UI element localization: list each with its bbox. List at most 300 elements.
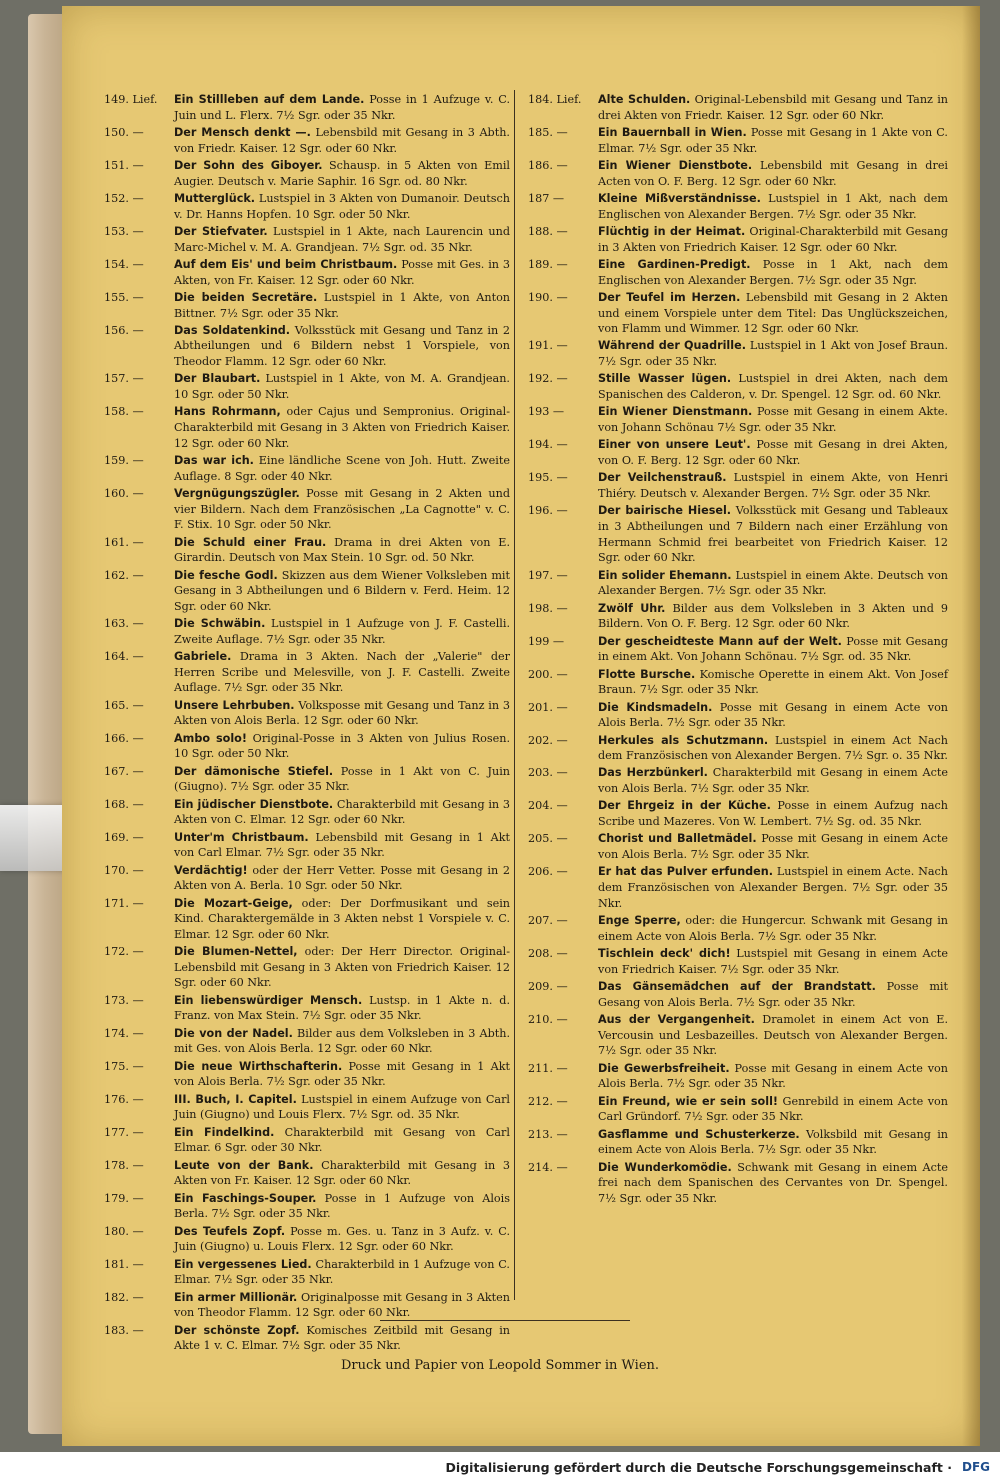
entry-number: 168. — <box>104 797 144 811</box>
catalogue-entry <box>528 1061 948 1092</box>
entry-body <box>598 92 948 123</box>
entry-body <box>598 470 948 501</box>
entry-description: oder: die Hungercur. Schwank mit Gesang in einem Acte von Alois Berla. 7½ Sgr. oder 35 Nkr. <box>598 914 948 943</box>
entry-description: Volksstück mit Gesang und Tanz in 2 Abtheilungen und 6 Bildern nebst 1 Vorspiele, von Theodor Flamm. 12 Sgr. oder 60 Nkr. <box>174 323 510 369</box>
entry-title: Ein Stillleben auf dem Lande. <box>174 93 365 106</box>
entry-description: oder: Der Herr Director. Original-Lebensbild mit Gesang in 3 Akten von Friedrich Kaiser. 12 Sgr. oder 60 Nkr. <box>174 945 510 990</box>
entry-title: Die Gewerbsfreiheit. <box>598 1061 730 1075</box>
page-shadow <box>962 6 980 1446</box>
entry-title: Der Sohn des Giboyer. <box>174 158 323 172</box>
entry-title: Der Veilchenstrauß. <box>598 471 727 485</box>
entry-title: Vergnügungszügler. <box>174 487 300 501</box>
catalogue-entry <box>528 290 948 337</box>
entry-description: Lebensbild mit Gesang in 3 Abth. von Friedr. Kaiser. 12 Sgr. oder 60 Nkr. <box>174 125 510 155</box>
catalogue-entry <box>104 404 510 451</box>
catalogue-entry <box>104 764 510 795</box>
entry-title: Enge Sperre, <box>598 914 681 928</box>
entry-number: 149. Lief. <box>104 93 158 106</box>
entry-description: Bilder aus dem Volksleben in 3 Akten und 9 Bildern. Von O. F. Berg. 12 Sgr. oder 60 Nkr. <box>598 601 948 631</box>
entry-description: Schwank mit Gesang in einem Acte frei nach dem Spanischen des Cervantes von Dr. Spengel. 7½ Sgr. oder 35 Nkr. <box>598 1160 948 1205</box>
entry-number: 195. — <box>528 471 568 485</box>
entry-number: 161. — <box>104 535 144 549</box>
catalogue-entry <box>104 1257 510 1288</box>
entry-number: 159. — <box>104 454 144 468</box>
entry-number: 178. — <box>104 1158 144 1172</box>
entry-title: Der Mensch denkt —. <box>174 125 311 139</box>
entry-body <box>174 863 510 894</box>
entry-title: Tischlein deck' dich! <box>598 947 731 960</box>
catalogue-entry <box>528 437 948 468</box>
entry-title: Der Ehrgeiz in der Küche. <box>598 799 771 813</box>
entry-number: 213. — <box>528 1127 568 1141</box>
entry-body <box>174 404 510 451</box>
entry-number: 204. — <box>528 799 568 813</box>
entry-number: 207. — <box>528 914 568 928</box>
entry-number: 206. — <box>528 865 568 879</box>
entry-number: 210. — <box>528 1012 568 1026</box>
entry-body <box>598 946 948 977</box>
entry-number: 196. — <box>528 504 568 518</box>
entry-number: 194. — <box>528 438 568 452</box>
entry-number: 190. — <box>528 290 568 304</box>
catalogue-entry <box>104 323 510 370</box>
entry-title: Die Mozart-Geige, <box>174 896 293 910</box>
catalogue-entry <box>104 616 510 647</box>
entry-number: 183. — <box>104 1323 144 1337</box>
entry-description: Posse mit Gesang in einem Acte von Alois Berla. 7½ Sgr. oder 35 Nkr. <box>598 832 949 862</box>
entry-title: Der Teufel im Herzen. <box>598 290 741 304</box>
entry-body <box>174 616 510 647</box>
entry-body <box>598 667 948 698</box>
entry-title: Die beiden Secretäre. <box>174 290 318 304</box>
entry-description: Schausp. in 5 Akten von Emil Augier. Deutsch v. Marie Saphir. 16 Sgr. od. 80 Nkr. <box>174 158 510 188</box>
entry-description: Volksposse mit Gesang und Tanz in 3 Akten von Alois Berla. 12 Sgr. oder 60 Nkr. <box>174 698 511 728</box>
entry-body <box>598 765 948 796</box>
entry-description: Charakterbild mit Gesang in einem Acte von Alois Berla. 7½ Sgr. oder 35 Nkr. <box>598 766 949 796</box>
entry-number: 171. — <box>104 896 144 910</box>
entry-description: Volksbild mit Gesang in einem Acte von Alois Berla. 7½ Sgr. oder 35 Nkr. <box>598 1127 948 1157</box>
entry-description: Charakterbild mit Gesang von Carl Elmar. 6 Sgr. oder 30 Nkr. <box>174 1125 510 1155</box>
entry-title: Die Schuld einer Frau. <box>174 535 327 549</box>
entry-description: Originalposse mit Gesang in 3 Akten von Theodor Flamm. 12 Sgr. oder 60 Nkr. <box>174 1290 511 1320</box>
entry-title: Die Wunderkomödie. <box>598 1160 732 1174</box>
entry-description: Posse mit Gesang in 1 Akte von C. Elmar. 7½ Sgr. oder 35 Nkr. <box>598 125 948 155</box>
imprint-rule <box>380 1320 630 1321</box>
entry-title: Des Teufels Zopf. <box>174 1224 286 1238</box>
catalogue-entry <box>104 290 510 321</box>
catalogue-entry <box>104 1290 510 1321</box>
entry-number: 184. Lief. <box>528 93 582 106</box>
catalogue-entry <box>104 698 510 729</box>
column-divider <box>514 90 515 1300</box>
catalogue-entry <box>104 257 510 288</box>
entry-body <box>598 601 948 632</box>
entry-description: Lustspiel in einem Aufzuge von Carl Juin (Giugno) und Louis Flerx. 7½ Sgr. od. 35 Nkr. <box>174 1092 511 1122</box>
entry-body <box>598 1061 948 1092</box>
entry-body <box>174 224 510 255</box>
entry-body <box>598 371 948 402</box>
entry-description: Lebensbild mit Gesang in 1 Akt von Carl Elmar. 7½ Sgr. oder 35 Nkr. <box>174 830 510 860</box>
entry-number: 185. — <box>528 125 568 139</box>
catalogue-entry <box>528 979 948 1010</box>
entry-title: Der dämonische Stiefel. <box>174 764 334 778</box>
entry-description: Lustspiel in einem Akte, von Henri Thiéry. Deutsch v. Alexander Bergen. 7½ Sgr. oder 35 Nkr. <box>598 471 948 501</box>
catalogue-entry <box>528 568 948 599</box>
entry-body <box>174 535 510 566</box>
entry-body <box>598 1094 948 1125</box>
entry-number: 209. — <box>528 979 568 993</box>
entry-body <box>598 979 948 1010</box>
catalogue-entry <box>104 1323 510 1354</box>
entry-title: Stille Wasser lügen. <box>598 372 732 386</box>
entry-title: Die von der Nadel. <box>174 1026 293 1040</box>
catalogue-entry <box>104 1158 510 1189</box>
catalogue-entry <box>528 257 948 288</box>
entry-description: Charakterbild in 1 Aufzuge von C. Elmar. 7½ Sgr. oder 35 Nkr. <box>174 1257 510 1287</box>
catalogue-entry <box>104 1224 510 1255</box>
entry-title: Hans Rohrmann, <box>174 405 281 419</box>
entry-description: Posse mit Gesang in 2 Akten und vier Bildern. Nach dem Französischen „La Cagnotte" v. C. F. Stix. 10 Sgr. oder 50 Nkr. <box>174 487 511 532</box>
entry-title: Aus der Vergangenheit. <box>598 1012 755 1026</box>
entry-number: 205. — <box>528 832 568 846</box>
entry-number: 214. — <box>528 1160 568 1174</box>
entry-title: Ein Wiener Dienstbote. <box>598 158 753 172</box>
entry-body <box>598 634 948 665</box>
catalogue-entry <box>104 1125 510 1156</box>
entry-description: Posse m. Ges. u. Tanz in 3 Aufz. v. C. Juin (Giugno) u. Louis Flerx. 12 Sgr. oder 60 Nkr. <box>174 1224 510 1254</box>
entry-title: Ein Findelkind. <box>174 1125 275 1139</box>
entry-number: 173. — <box>104 993 144 1007</box>
catalogue-entry <box>104 568 510 615</box>
entry-number: 212. — <box>528 1094 568 1108</box>
entry-title: Der Blaubart. <box>174 372 261 386</box>
entry-title: Ein Faschings-Souper. <box>174 1191 317 1205</box>
entry-title: Ein armer Millionär. <box>174 1290 298 1304</box>
catalogue-entry <box>104 371 510 402</box>
entry-number: 177. — <box>104 1125 144 1139</box>
entry-number: 211. — <box>528 1061 568 1075</box>
entry-title: Er hat das Pulver erfunden. <box>598 865 773 879</box>
entry-body <box>598 1160 948 1207</box>
catalogue-entry <box>104 535 510 566</box>
catalogue-entry <box>104 649 510 696</box>
catalogue-entry <box>104 191 510 222</box>
catalogue-entry <box>528 191 948 222</box>
entry-number: 167. — <box>104 764 144 778</box>
entry-description: Posse mit Ges. in 3 Akten, von Fr. Kaiser. 12 Sgr. oder 60 Nkr. <box>174 257 510 287</box>
entry-title: Mutterglück. <box>174 191 256 205</box>
entry-number: 176. — <box>104 1092 144 1106</box>
entry-title: Ein Bauernball in Wien. <box>598 125 747 139</box>
catalogue-entry <box>528 1127 948 1158</box>
entry-number: 153. — <box>104 224 144 238</box>
entry-number: 175. — <box>104 1059 144 1073</box>
entry-number: 180. — <box>104 1224 144 1238</box>
entry-body <box>598 913 948 944</box>
entry-description: Charakterbild mit Gesang in 3 Akten von Fr. Kaiser. 12 Sgr. oder 60 Nkr. <box>174 1158 510 1188</box>
entry-description: Genrebild in einem Acte von Carl Gründorf. 7½ Sgr. oder 35 Nkr. <box>598 1094 948 1124</box>
entry-body <box>598 831 948 862</box>
entry-number: 189. — <box>528 257 568 271</box>
entry-body <box>174 125 510 156</box>
entry-title: Der gescheidteste Mann auf der Welt. <box>598 634 842 648</box>
entry-body <box>174 649 510 696</box>
entry-number: 202. — <box>528 733 568 747</box>
entry-title: Ein solider Ehemann. <box>598 568 732 582</box>
digitization-footer <box>0 1452 1000 1483</box>
entry-description: Lustspiel in einem Acte. Nach dem Französischen von Alexander Bergen. 7½ Sgr. oder 35 Nkr. <box>598 865 949 910</box>
entry-description: Lustspiel in 1 Akt, nach dem Englischen von Alexander Bergen. 7½ Sgr. oder 35 Nkr. <box>598 191 948 221</box>
entry-number: 151. — <box>104 158 144 172</box>
entry-number: 188. — <box>528 224 568 238</box>
entry-description: oder der Herr Vetter. Posse mit Gesang in 2 Akten von A. Berla. 10 Sgr. oder 50 Nkr. <box>174 863 510 893</box>
entry-number: 155. — <box>104 290 144 304</box>
entry-description: Lustspiel in 1 Akte, von M. A. Grandjean. 10 Sgr. oder 50 Nkr. <box>174 372 510 402</box>
catalogue-entry <box>104 944 510 991</box>
entry-body <box>174 1026 510 1057</box>
catalogue-entry <box>104 863 510 894</box>
entry-number: 197. — <box>528 568 568 582</box>
entry-title: Der schönste Zopf. <box>174 1323 300 1337</box>
entry-description: Drama in drei Akten von E. Girardin. Deutsch von Max Stein. 10 Sgr. od. 50 Nkr. <box>174 535 511 565</box>
catalogue-entry <box>104 896 510 943</box>
entry-description: Lustspiel in einem Act Nach dem Französischen von Alexander Bergen. 7½ Sgr. o. 35 Nkr. <box>598 733 948 763</box>
entry-body <box>174 1290 510 1321</box>
entry-title: Unsere Lehrbuben. <box>174 698 295 712</box>
catalogue-entry <box>104 453 510 484</box>
entry-number: 203. — <box>528 766 568 780</box>
entry-body <box>174 486 510 533</box>
entry-description: Lustspiel in einem Akte. Deutsch von Alexander Bergen. 7½ Sgr. oder 35 Nkr. <box>598 568 949 598</box>
entry-body <box>174 1323 510 1354</box>
entry-body <box>174 371 510 402</box>
catalogue-entry <box>104 158 510 189</box>
entry-description: Charakterbild mit Gesang in 3 Akten von C. Elmar. 12 Sgr. oder 60 Nkr. <box>174 797 510 827</box>
entry-title: Ein vergessenes Lied. <box>174 1257 312 1271</box>
catalogue-entry <box>528 470 948 501</box>
entry-number: 201. — <box>528 700 568 714</box>
entry-number: 181. — <box>104 1257 144 1271</box>
catalogue-entry <box>104 92 510 123</box>
entry-description: Posse mit Gesang in 1 Akt von Alois Berla. 7½ Sgr. oder 35 Nkr. <box>174 1059 510 1089</box>
entry-body <box>598 1127 948 1158</box>
entry-description: Posse mit Gesang in einem Acte von Alois Berla. 7½ Sgr. oder 35 Nkr. <box>598 1061 948 1091</box>
entry-description: Komisches Zeitbild mit Gesang in Akte 1 v. C. Elmar. 7½ Sgr. oder 35 Nkr. <box>174 1323 511 1353</box>
catalogue-entry <box>104 486 510 533</box>
entry-title: Ein Wiener Dienstmann. <box>598 405 753 419</box>
entry-title: Flüchtig in der Heimat. <box>598 224 746 238</box>
entry-title: Die Schwäbin. <box>174 617 266 631</box>
entry-body <box>598 437 948 468</box>
catalogue-entry <box>528 338 948 369</box>
catalogue-entry <box>104 797 510 828</box>
entry-description: Posse in 1 Akt, nach dem Englischen von Alexander Bergen. 7½ Sgr. oder 35 Ngr. <box>598 257 948 287</box>
entry-number: 199 — <box>528 634 565 648</box>
entry-description: Drama in 3 Akten. Nach der „Valerie" der Herren Scribe und Melesville, von J. F. Castelli. Zweite Auflage. 7½ Sgr. oder 35 Nkr. <box>174 650 510 695</box>
catalogue-entry <box>104 1026 510 1057</box>
entry-description: Posse in 1 Akt von C. Juin (Giugno). 7½ Sgr. oder 35 Nkr. <box>174 764 511 794</box>
entry-number: 192. — <box>528 372 568 386</box>
entry-body <box>598 257 948 288</box>
entry-title: Die neue Wirthschafterin. <box>174 1059 343 1073</box>
catalogue-entry <box>528 1012 948 1059</box>
entry-number: 198. — <box>528 601 568 615</box>
entry-number: 162. — <box>104 568 144 582</box>
entry-description: Posse in einem Aufzug nach Scribe und Mazeres. Von W. Lembert. 7½ Sg. od. 35 Nkr. <box>598 799 948 829</box>
entry-body <box>598 568 948 599</box>
entry-number: 191. — <box>528 339 568 353</box>
entry-title: Auf dem Eis' und beim Christbaum. <box>174 257 398 271</box>
entry-title: Leute von der Bank. <box>174 1158 314 1172</box>
entry-description: Lustspiel in 1 Akte, nach Laurencin und Marc-Michel v. M. A. Grandjean. 7½ Sgr. od. 35 Nkr. <box>174 224 511 254</box>
entry-body <box>598 191 948 222</box>
entry-description: Lustspiel in drei Akten, nach dem Spanischen des Calderon, v. Dr. Spengel. 12 Sgr. od. 60 Nkr. <box>598 372 949 402</box>
entry-body <box>174 993 510 1024</box>
entry-body <box>598 338 948 369</box>
entry-title: Ein jüdischer Dienstbote. <box>174 797 334 811</box>
entry-body <box>174 1092 510 1123</box>
entry-description: Volksstück mit Gesang und Tableaux in 3 Abtheilungen und 7 Bildern nach einer Erzählung von Hermann Schmid frei bearbeitet von Friedrich Kaiser. 12 Sgr. oder 60 Nkr. <box>598 504 948 565</box>
entry-body <box>174 1224 510 1255</box>
entry-body <box>598 290 948 337</box>
entry-description: Lustspiel mit Gesang in einem Acte von Friedrich Kaiser. 7½ Sgr. oder 35 Nkr. <box>598 947 948 976</box>
entry-title: Die Blumen-Nettel, <box>174 945 298 959</box>
entry-description: Original-Lebensbild mit Gesang und Tanz in drei Akten von Friedr. Kaiser. 12 Sgr. oder 60 Nkr. <box>598 93 948 122</box>
left-column <box>104 92 510 1356</box>
entry-body <box>174 323 510 370</box>
entry-number: 164. — <box>104 650 144 664</box>
entry-number: 186. — <box>528 158 568 172</box>
catalogue-entry <box>528 733 948 764</box>
entry-title: Einer von unsere Leut'. <box>598 438 751 452</box>
dfg-logo: DFG <box>958 1458 994 1476</box>
entry-title: Alte Schulden. <box>598 93 691 106</box>
entry-body <box>174 731 510 762</box>
entry-number: 187 — <box>528 191 565 205</box>
entry-body <box>598 158 948 189</box>
catalogue-entry <box>528 765 948 796</box>
entry-number: 158. — <box>104 405 144 419</box>
entry-description: Komische Operette in einem Akt. Von Josef Braun. 7½ Sgr. oder 35 Nkr. <box>598 667 948 697</box>
catalogue-entry <box>528 634 948 665</box>
entry-description: oder Cajus und Sempronius. Original-Charakterbild mit Gesang in 3 Akten von Friedrich Kaiser. 12 Sgr. oder 60 Nkr. <box>174 405 510 450</box>
entry-body <box>174 453 510 484</box>
entry-body <box>174 944 510 991</box>
entry-description: Posse mit Gesang in drei Akten, von O. F. Berg. 12 Sgr. oder 60 Nkr. <box>598 438 948 468</box>
entry-description: Posse mit Gesang von Alois Berla. 7½ Sgr. oder 35 Nkr. <box>598 979 948 1009</box>
entry-body <box>174 1257 510 1288</box>
entry-body <box>598 125 948 156</box>
entry-body <box>174 698 510 729</box>
catalogue-entry <box>528 667 948 698</box>
entry-body <box>174 1125 510 1156</box>
footer-credit: Digitalisierung gefördert durch die Deutsche Forschungsgemeinschaft · <box>445 1460 952 1475</box>
entry-body <box>598 733 948 764</box>
printer-imprint: Druck und Papier von Leopold Sommer in Wien. <box>340 1358 660 1373</box>
catalogue-entry <box>104 731 510 762</box>
entry-description: Dramolet in einem Act von E. Vercousin und Lesbazeilles. Deutsch von Alexander Bergen. 7½ Sgr. oder 35 Nkr. <box>598 1012 948 1058</box>
catalogue-entry <box>528 798 948 829</box>
entry-body <box>174 92 510 123</box>
entry-number: 163. — <box>104 617 144 631</box>
catalogue-entry <box>528 1160 948 1207</box>
entry-number: 166. — <box>104 731 144 745</box>
catalogue-entry <box>104 224 510 255</box>
entry-title: Ein liebenswürdiger Mensch. <box>174 993 363 1007</box>
entry-title: Gabriele. <box>174 650 232 664</box>
catalogue-entry <box>528 864 948 911</box>
entry-title: Verdächtig! <box>174 863 248 877</box>
entry-description: Original-Posse in 3 Akten von Julius Rosen. 10 Sgr. oder 50 Nkr. <box>174 731 511 761</box>
entry-title: Chorist und Balletmädel. <box>598 832 757 846</box>
entry-number: 179. — <box>104 1191 144 1205</box>
entry-number: 160. — <box>104 487 144 501</box>
entry-description: Lebensbild mit Gesang in 2 Akten und einem Vorspiele unter dem Titel: Das Unglückszeichen, von Flamm und Wimmer. 12 Sgr. oder 60 Nkr. <box>598 290 949 336</box>
entry-number: 172. — <box>104 945 144 959</box>
entry-body <box>598 864 948 911</box>
entry-body <box>174 568 510 615</box>
entry-title: Das Herzbünkerl. <box>598 766 708 780</box>
entry-body <box>598 503 948 565</box>
entry-description: Lebensbild mit Gesang in drei Acten von O. F. Berg. 12 Sgr. oder 60 Nkr. <box>598 158 949 188</box>
entry-title: Kleine Mißverständnisse. <box>598 191 761 205</box>
catalogue-entry <box>528 224 948 255</box>
entry-body <box>174 1059 510 1090</box>
entry-number: 169. — <box>104 830 144 844</box>
entry-body <box>174 896 510 943</box>
entry-description: Lustspiel in 1 Akte, von Anton Bittner. 7½ Sgr. oder 35 Nkr. <box>174 290 511 320</box>
entry-title: Unter'm Christbaum. <box>174 830 309 844</box>
right-column <box>528 92 948 1208</box>
entry-description: Skizzen aus dem Wiener Volksleben mit Gesang in 3 Abtheilungen und 6 Bildern v. Ferd. Heim. 12 Sgr. oder 60 Nkr. <box>174 568 511 613</box>
entry-body <box>174 797 510 828</box>
catalogue-entry <box>528 125 948 156</box>
catalogue-page <box>62 6 980 1446</box>
entry-number: 150. — <box>104 125 144 139</box>
entry-title: Das Soldatenkind. <box>174 323 291 337</box>
entry-body <box>598 404 948 435</box>
catalogue-entry <box>104 125 510 156</box>
entry-body <box>174 1158 510 1189</box>
entry-description: Posse mit Gesang in einem Acte von Alois Berla. 7½ Sgr. oder 35 Nkr. <box>598 700 949 730</box>
entry-number: 208. — <box>528 947 568 960</box>
catalogue-entry <box>528 371 948 402</box>
entry-body <box>598 700 948 731</box>
entry-number: 156. — <box>104 323 144 337</box>
catalogue-entry <box>528 158 948 189</box>
entry-description: Bilder aus dem Volksleben in 3 Abth. mit Ges. von Alois Berla. 12 Sgr. oder 60 Nkr. <box>174 1026 511 1056</box>
catalogue-entry <box>528 913 948 944</box>
entry-body <box>174 257 510 288</box>
entry-description: Posse mit Gesang in einem Akt. Von Johann Schönau. 7½ Sgr. od. 35 Nkr. <box>598 634 948 664</box>
catalogue-entry <box>528 1094 948 1125</box>
entry-title: Der Stiefvater. <box>174 224 268 238</box>
entry-title: Die Kindsmadeln. <box>598 700 713 714</box>
entry-title: Das war ich. <box>174 454 254 468</box>
catalogue-entry <box>104 1092 510 1123</box>
entry-description: Lustspiel in 1 Aufzuge von J. F. Castelli. Zweite Auflage. 7½ Sgr. oder 35 Nkr. <box>174 617 511 646</box>
entry-description: Lustsp. in 1 Akte n. d. Franz. von Max Stein. 7½ Sgr. oder 35 Nkr. <box>174 993 510 1023</box>
entry-body <box>174 1191 510 1222</box>
catalogue-entry <box>104 993 510 1024</box>
catalogue-entry <box>104 1191 510 1222</box>
entry-title: III. Buch, I. Capitel. <box>174 1092 297 1106</box>
entry-description: Lustspiel in 3 Akten von Dumanoir. Deutsch v. Dr. Hanns Hopfen. 10 Sgr. oder 50 Nkr. <box>174 191 510 221</box>
entry-description: Posse mit Gesang in einem Akte. von Johann Schönau 7½ Sgr. oder 35 Nkr. <box>598 405 948 435</box>
entry-number: 174. — <box>104 1026 144 1040</box>
catalogue-entry <box>528 92 948 123</box>
entry-number: 193 — <box>528 405 565 419</box>
